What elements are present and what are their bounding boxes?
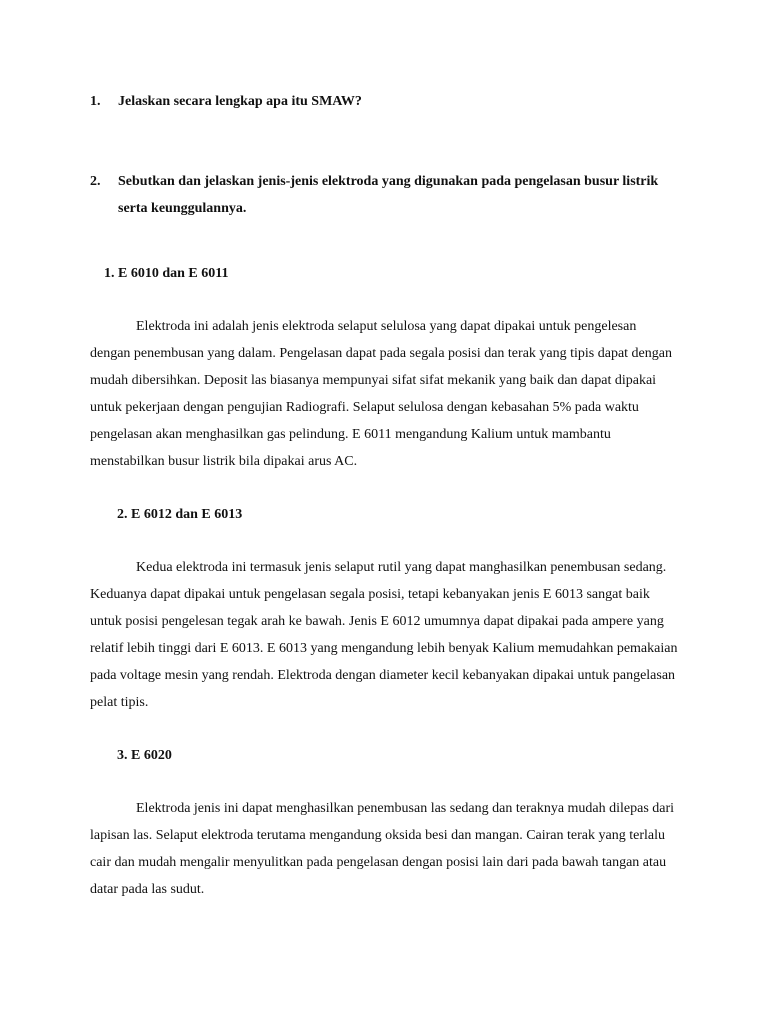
question-number: 2.: [90, 174, 101, 189]
section-paragraph: Elektroda ini adalah jenis elektroda selaput selulosa yang dapat dipakai untuk pengelesan dengan penembusan yang dalam. Pengelasan dapat pada segala posisi dan terak yang tipis dapat dengan mudah dibersihkan. Deposit las biasanya mempunyai sifat sifat mekanik yang baik dan dapat dipakai untuk pekerjaan dengan pengujian Radiografi. Selaput selulosa dengan kebasahan 5% pada waktu pengelasan akan menghasilkan gas pelindung. E 6011 mengandung Kalium untuk mambantu menstabilkan busur listrik bila dipakai arus AC.: [90, 319, 672, 469]
question-number: 1.: [90, 94, 101, 109]
question-text: Sebutkan dan jelaskan jenis-jenis elektroda yang digunakan pada pengelasan busur listrik serta keunggulannya.: [118, 174, 659, 216]
section-paragraph: Kedua elektroda ini termasuk jenis selaput rutil yang dapat manghasilkan penembusan sedang. Keduanya dapat dipakai untuk pengelasan segala posisi, tetapi kebanyakan jenis E 6013 sangat baik untuk posisi pengelesan tegak arah ke bawah. Jenis E 6012 umumnya dapat dipakai pada ampere yang relatif lebih tinggi dari E 6013. E 6013 yang mengandung lebih benyak Kalium memudahkan pemakaian pada voltage mesin yang rendah. Elektroda dengan diameter kecil kebanyakan dipakai untuk pangelasan pelat tipis.: [90, 560, 678, 710]
question-text: Jelaskan secara lengkap apa itu SMAW?: [118, 94, 362, 109]
section-paragraph: Elektroda jenis ini dapat menghasilkan penembusan las sedang dan teraknya mudah dilepas dari lapisan las. Selaput elektroda terutama mengandung oksida besi dan mangan. Cairan terak yang terlalu cair dan mudah mengalir menyulitkan pada pengelasan dengan posisi lain dari pada bawah tangan atau datar pada las sudut.: [90, 801, 675, 897]
section-heading: 1. E 6010 dan E 6011: [104, 266, 229, 281]
section-heading: 3. E 6020: [117, 748, 172, 763]
question-1: [90, 88, 680, 115]
section-heading: 2. E 6012 dan E 6013: [117, 507, 243, 522]
question-2: [90, 168, 680, 222]
